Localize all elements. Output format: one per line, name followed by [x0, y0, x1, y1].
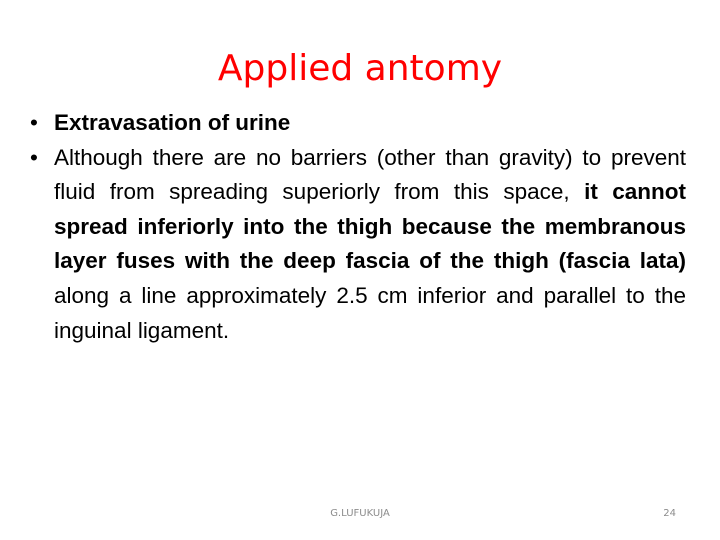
bullet-marker: •	[30, 110, 38, 135]
bullet-text-bold: it cannot spread inferiorly into the thigh because the membranous layer fuses with the deep fascia of the thigh (fascia lata)	[54, 179, 687, 274]
slide-title: Applied antomy	[217, 48, 503, 89]
bullet-list	[30, 106, 686, 348]
footer-author: G.LUFUKUJA	[330, 508, 390, 519]
bullet-item	[30, 141, 686, 349]
bullet-marker: •	[30, 144, 38, 170]
bullet-text: along a line approximately 2.5 cm inferior and parallel to the inguinal ligament.	[54, 282, 686, 343]
bullet-text-bold: Extravasation of urine	[54, 110, 291, 135]
bullet-item	[30, 106, 686, 141]
bullet-text: Although there are no barriers (other than gravity) to prevent fluid from spreading superiorly from this space,	[54, 144, 686, 205]
page-number: 24	[663, 508, 676, 519]
